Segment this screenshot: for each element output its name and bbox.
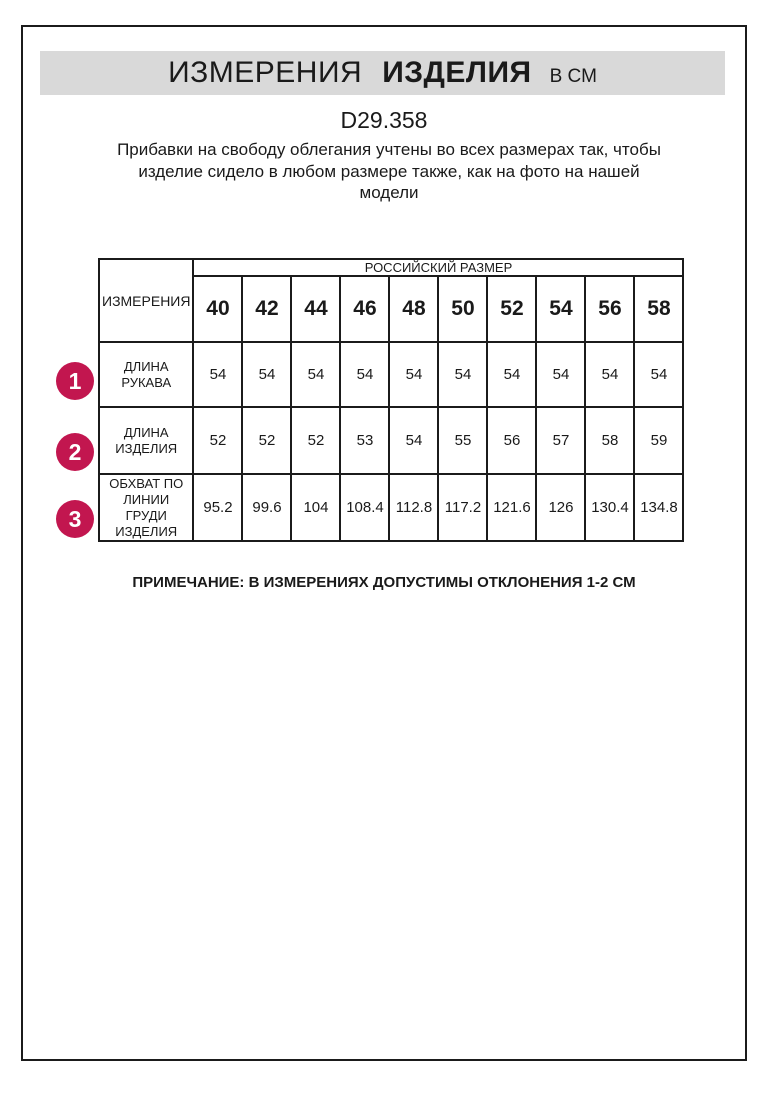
size-col-header: 44: [291, 276, 340, 342]
cell-value: 99.6: [242, 474, 291, 541]
row-label-sleeve-length: ДЛИНА РУКАВА: [99, 342, 193, 407]
size-table: [98, 258, 684, 542]
table-row: [99, 342, 683, 407]
model-number: D29.358: [340, 107, 428, 133]
cell-value: 57: [536, 407, 585, 474]
size-col-header: 52: [487, 276, 536, 342]
cell-value: 54: [340, 342, 389, 407]
title-bar: [40, 51, 725, 95]
page-title-secondary: ИЗДЕЛИЯ: [382, 56, 532, 89]
size-col-header: 40: [193, 276, 242, 342]
size-band-header: РОССИЙСКИЙ РАЗМЕР: [193, 259, 683, 276]
table-row: [99, 407, 683, 474]
row-label-chest-girth: ОБХВАТ ПО ЛИНИИ ГРУДИ ИЗДЕЛИЯ: [99, 474, 193, 541]
cell-value: 54: [536, 342, 585, 407]
row-marker-1: 1: [56, 362, 94, 400]
row-marker-2: 2: [56, 433, 94, 471]
table-row: [99, 474, 683, 541]
note-text: ПРИМЕЧАНИЕ: В ИЗМЕРЕНИЯХ ДОПУСТИМЫ ОТКЛОНЕНИЯ 1-2 СМ: [132, 574, 636, 591]
cell-value: 104: [291, 474, 340, 541]
cell-value: 54: [291, 342, 340, 407]
size-col-header: 42: [242, 276, 291, 342]
cell-value: 58: [585, 407, 634, 474]
table-band-row: [99, 259, 683, 276]
cell-value: 52: [291, 407, 340, 474]
intro-text: [89, 139, 689, 204]
size-col-header: 50: [438, 276, 487, 342]
cell-value: 54: [193, 342, 242, 407]
size-col-header: 58: [634, 276, 683, 342]
cell-value: 59: [634, 407, 683, 474]
size-col-header: 48: [389, 276, 438, 342]
size-col-header: 54: [536, 276, 585, 342]
cell-value: 55: [438, 407, 487, 474]
cell-value: 126: [536, 474, 585, 541]
intro-line-3: модели: [359, 183, 419, 202]
cell-value: 112.8: [389, 474, 438, 541]
row-label-item-length: ДЛИНА ИЗДЕЛИЯ: [99, 407, 193, 474]
row-marker-3: 3: [56, 500, 94, 538]
cell-value: 54: [389, 342, 438, 407]
cell-value: 130.4: [585, 474, 634, 541]
size-table-wrap: [98, 258, 684, 542]
cell-value: 117.2: [438, 474, 487, 541]
cell-value: 54: [438, 342, 487, 407]
cell-value: 121.6: [487, 474, 536, 541]
cell-value: 95.2: [193, 474, 242, 541]
cell-value: 56: [487, 407, 536, 474]
intro-line-1: Прибавки на свободу облегания учтены во всех размерах так, чтобы: [117, 140, 661, 159]
cell-value: 134.8: [634, 474, 683, 541]
cell-value: 54: [585, 342, 634, 407]
cell-value: 54: [487, 342, 536, 407]
cell-value: 54: [242, 342, 291, 407]
cell-value: 53: [340, 407, 389, 474]
table-corner-header: ИЗМЕРЕНИЯ: [99, 259, 193, 342]
size-col-header: 46: [340, 276, 389, 342]
cell-value: 54: [634, 342, 683, 407]
intro-line-2: изделие сидело в любом размере также, как на фото на нашей: [138, 161, 640, 181]
cell-value: 54: [389, 407, 438, 474]
page-title-unit: В СМ: [549, 66, 597, 87]
cell-value: 52: [242, 407, 291, 474]
page-title-main: ИЗМЕРЕНИЯ: [168, 56, 363, 89]
cell-value: 108.4: [340, 474, 389, 541]
size-col-header: 56: [585, 276, 634, 342]
cell-value: 52: [193, 407, 242, 474]
